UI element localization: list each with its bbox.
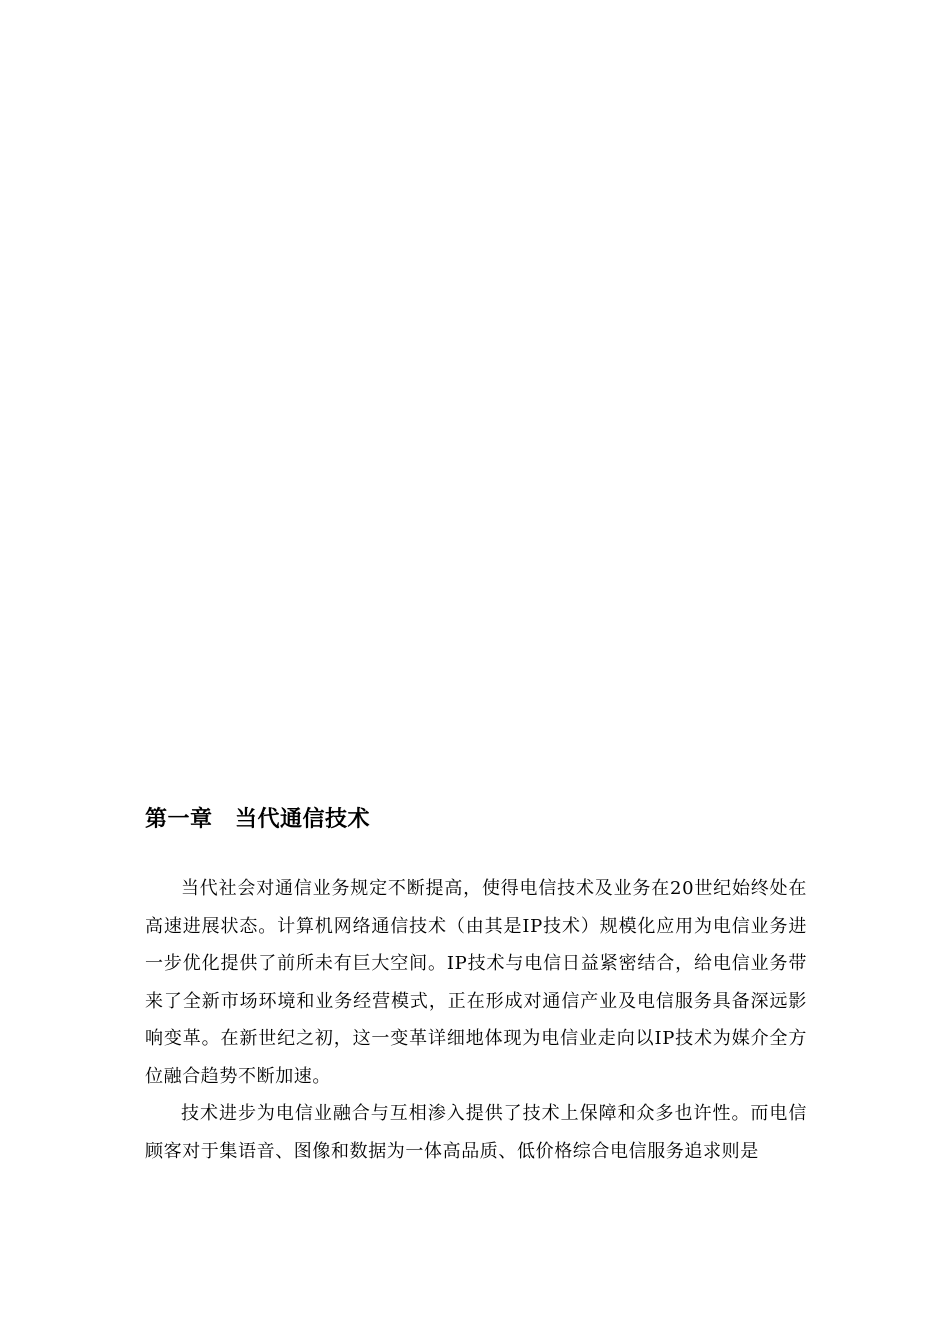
chapter-title: 第一章 当代通信技术 [145, 807, 371, 832]
paragraph-2: 技术进步为电信业融合与互相渗入提供了技术上保障和众多也许性。而电信顾客对于集语音、图像和数据为一体高品质、低价格综合电信服务追求则是 [145, 1103, 807, 1162]
paragraph-1: 当代社会对通信业务规定不断提高，使得电信技术及业务在20世纪始终处在高速进展状态。计算机网络通信技术（由其是IP技术）规模化应用为电信业务进一步优化提供了前所未有巨大空间。IP技术与电信日益紧密结合，给电信业务带来了全新市场环境和业务经营模式，正在形成对通信产业及电信服务具备深远影响变革。在新世纪之初，这一变革详细地体现为电信业走向以IP技术为媒介全方位融合趋势不断加速。 [145, 878, 807, 1087]
body-text [145, 870, 807, 1170]
